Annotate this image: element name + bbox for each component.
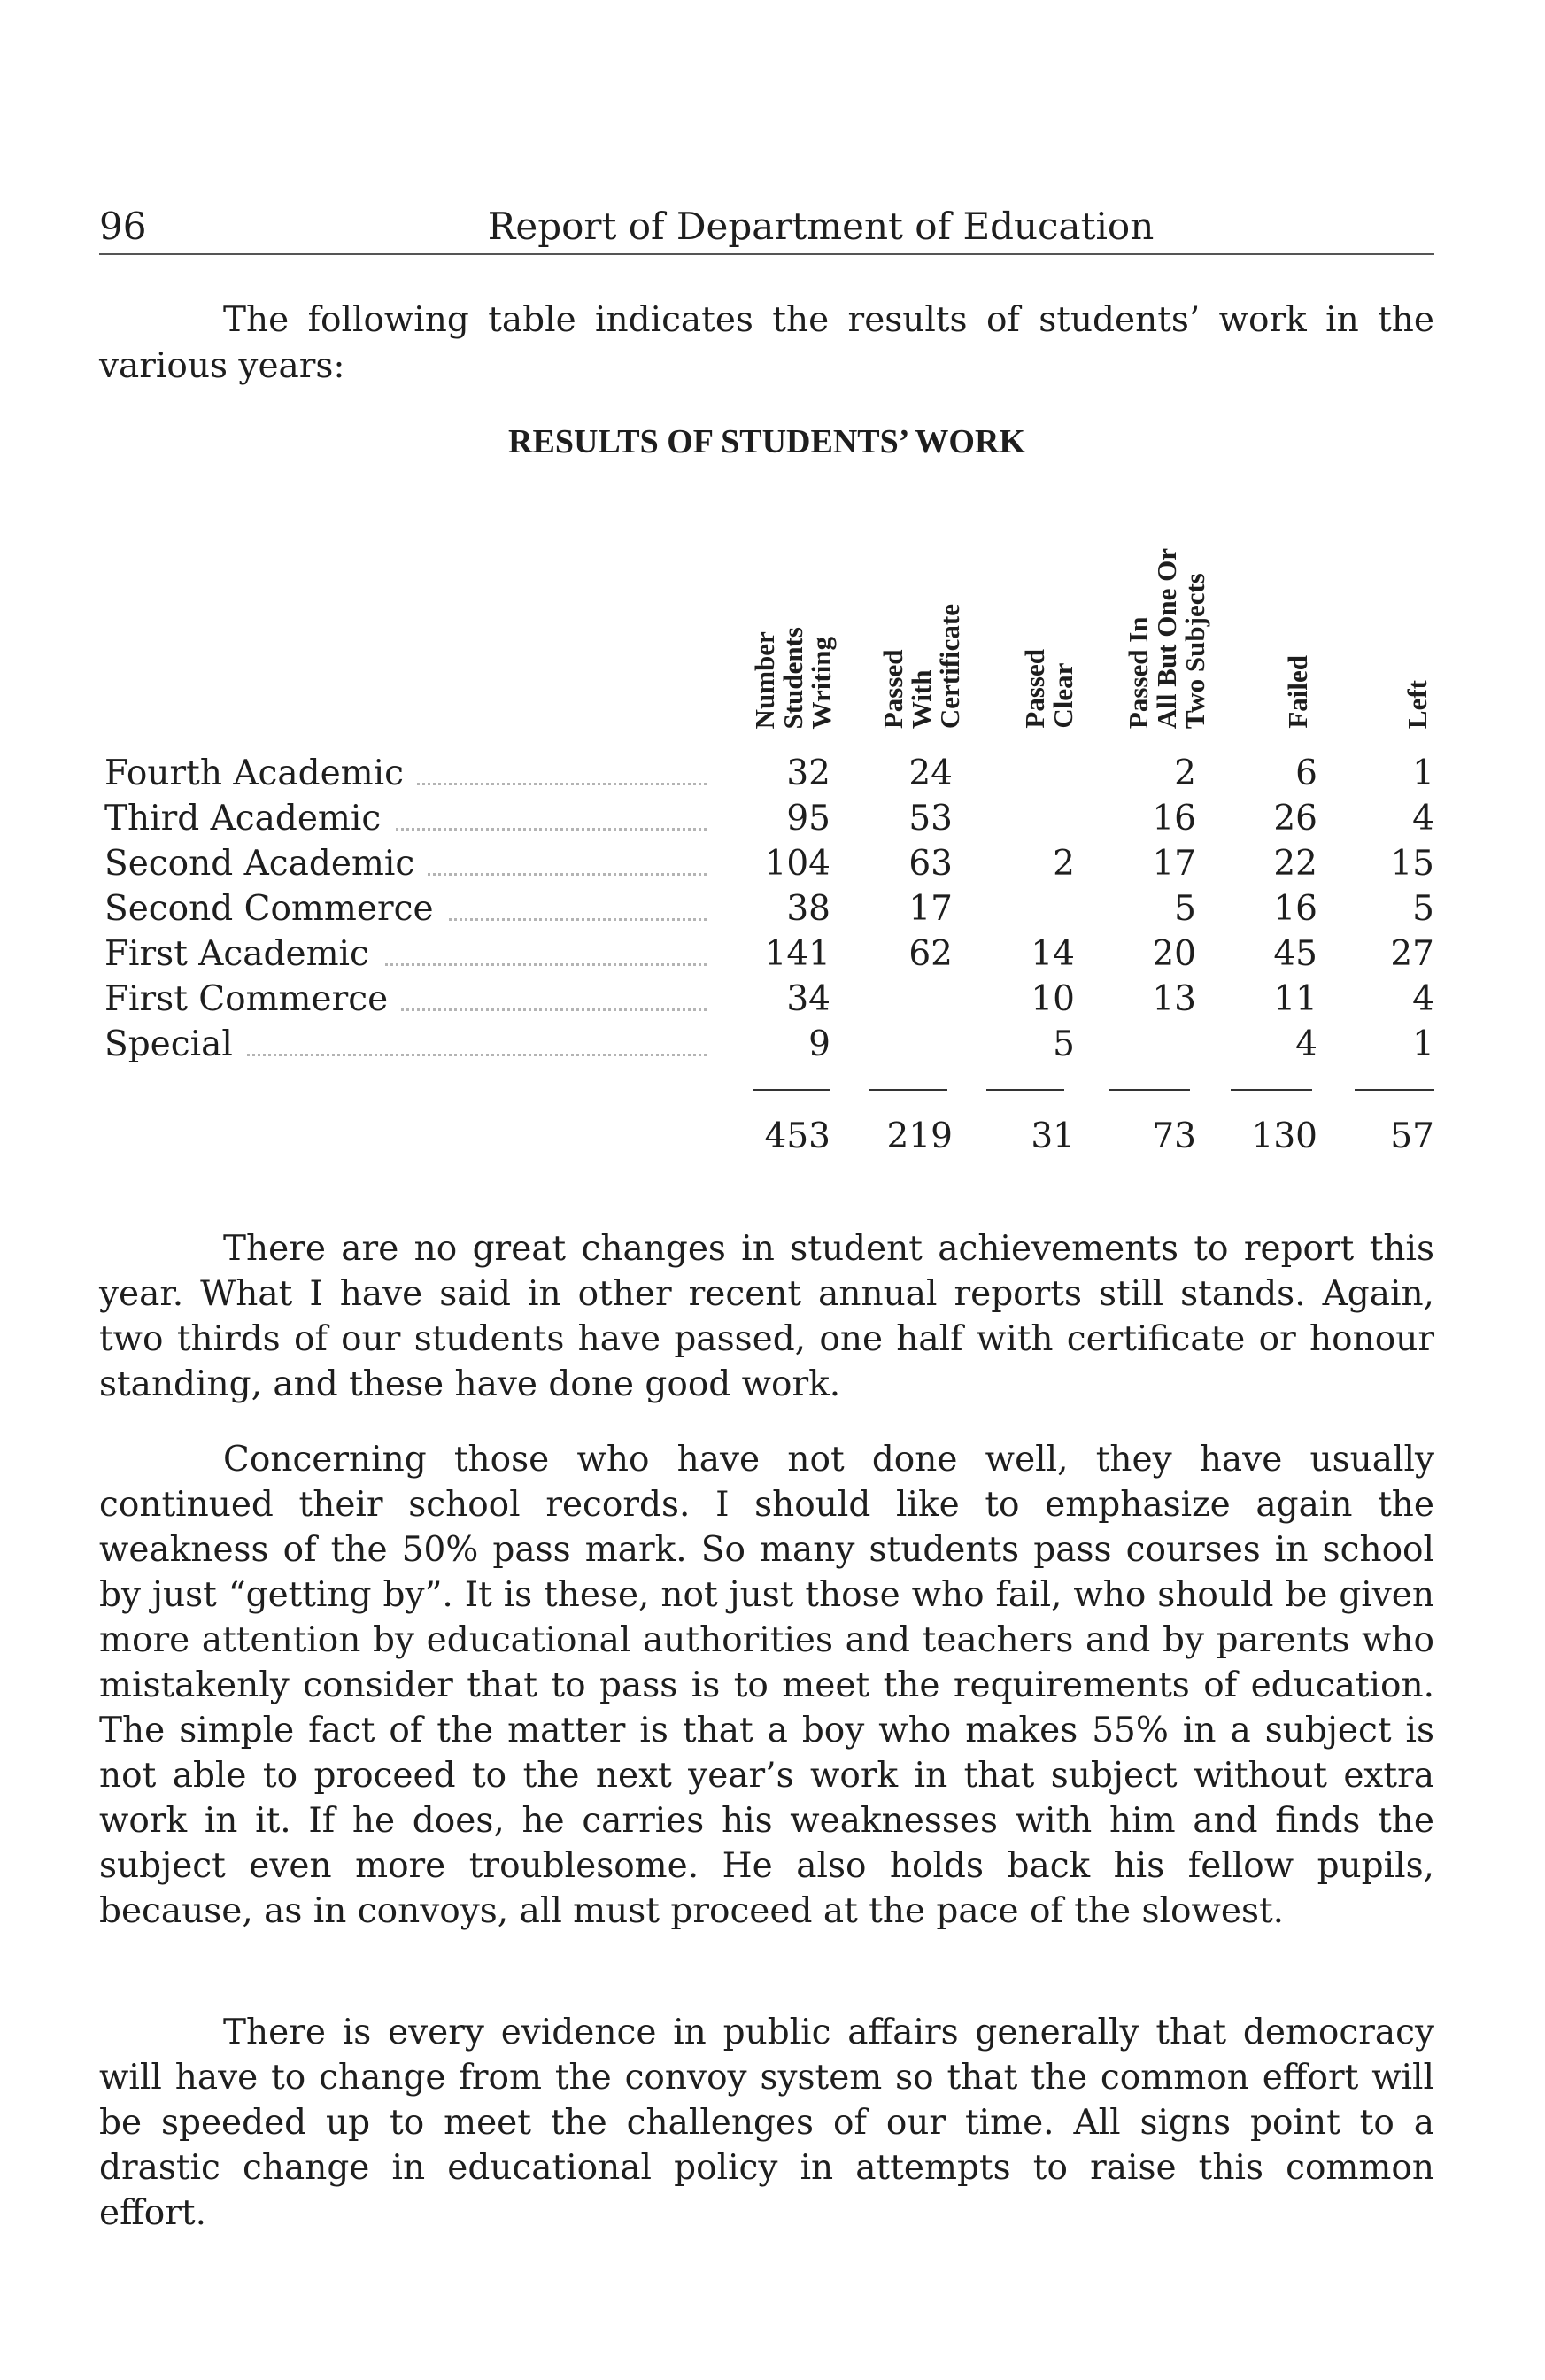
column-header-line: Writing [806, 636, 837, 729]
table-cell: 16 [1273, 889, 1317, 929]
column-header-line: All But One Or [1151, 547, 1182, 729]
total-rule [1231, 1089, 1312, 1091]
column-header-number-writing [751, 627, 836, 729]
table-cell: 11 [1273, 979, 1317, 1019]
body-paragraph: There is every evidence in public affairs generally that democracy will have to change from the convoy system so that the common effort will be speeded up to meet the challenges of our time. All signs point to a drastic change in educational policy in attempts to raise this common effort. [99, 2013, 1434, 2233]
column-header-passed-one-or-two [1124, 548, 1209, 729]
column-header-line: Passed In [1123, 616, 1154, 729]
table-cell: 24 [908, 753, 953, 793]
total-rule [753, 1089, 830, 1091]
table-cell: 95 [786, 799, 830, 838]
table-cell: 27 [1390, 934, 1434, 974]
table-cell: 26 [1273, 799, 1317, 838]
table-cell: 2 [1174, 753, 1196, 793]
column-header-line: Two Subjects [1179, 573, 1210, 729]
column-header-line: Left [1402, 679, 1433, 729]
table-cell: 4 [1412, 979, 1434, 1019]
row-label-text: Second Commerce [104, 889, 446, 929]
total-cell: 453 [764, 1117, 830, 1156]
column-header-passed-certificate [879, 604, 964, 729]
total-rule [1109, 1089, 1190, 1091]
column-header-left [1403, 680, 1432, 729]
table-cell: 14 [1031, 934, 1075, 974]
table-cell: 4 [1412, 799, 1434, 838]
table-cell: 20 [1152, 934, 1196, 974]
table-cell: 22 [1273, 844, 1317, 884]
column-header-line: With [906, 669, 937, 729]
table-row-label [104, 1022, 707, 1068]
total-cell: 73 [1152, 1117, 1196, 1156]
table-cell: 15 [1390, 844, 1434, 884]
table-cell [841, 977, 953, 1023]
table-cell: 5 [1053, 1024, 1075, 1064]
table-cell: 104 [764, 844, 830, 884]
total-rule [986, 1089, 1064, 1091]
table-row-label [104, 977, 707, 1023]
table-row-label [104, 796, 707, 842]
column-header-line: Certificate [934, 603, 965, 729]
total-cell: 57 [1390, 1117, 1434, 1156]
table-cell: 1 [1412, 1024, 1434, 1064]
table-cell: 17 [1152, 844, 1196, 884]
column-header-line: Students [777, 626, 808, 729]
table-row-label [104, 931, 707, 978]
table-cell: 63 [908, 844, 953, 884]
table-cell [965, 751, 1075, 797]
column-header-line: Number [749, 630, 780, 729]
row-label-text: Fourth Academic [104, 753, 416, 793]
table-cell: 34 [786, 979, 830, 1019]
table-cell: 32 [786, 753, 830, 793]
page-number: 96 [99, 205, 147, 248]
table-cell [1089, 1022, 1196, 1068]
table-row-label [104, 886, 707, 932]
row-label-text: First Commerce [104, 979, 400, 1019]
row-label-text: Special [104, 1024, 245, 1064]
row-label-text: Third Academic [104, 799, 393, 838]
table-cell: 45 [1273, 934, 1317, 974]
total-rule [869, 1089, 947, 1091]
table-title: RESULTS OF STUDENTS’ WORK [508, 423, 1025, 460]
column-header-line: Failed [1282, 655, 1313, 729]
table-cell: 5 [1412, 889, 1434, 929]
column-header-line: Clear [1047, 662, 1078, 729]
table-cell: 10 [1031, 979, 1075, 1019]
table-cell: 17 [908, 889, 953, 929]
table-cell: 38 [786, 889, 830, 929]
table-cell [965, 886, 1075, 932]
intro-paragraph: The following table indicates the results of students’ work in the various years: [99, 300, 1434, 386]
total-cell: 219 [886, 1117, 953, 1156]
table-cell: 13 [1152, 979, 1196, 1019]
total-cell: 130 [1251, 1117, 1317, 1156]
table-cell: 62 [908, 934, 953, 974]
column-header-line: Passed [877, 649, 908, 729]
column-header-line: Passed [1019, 649, 1050, 729]
running-header [99, 200, 1434, 255]
body-paragraph: Concerning those who have not done well, they have usually continued their school records. I should like to emphasize again the weakness of the 50% pass mark. So many students pass courses in school by just “getting by”. It is these, not just those who fail, who should be given more attention by educational authorities and teachers and by parents who mistakenly consider that to pass is to meet the requirements of education. The simple fact of the matter is that a boy who makes 55% in a subject is not able to proceed to the next year’s work in that subject without extra work in it. If he does, he carries his weaknesses with him and finds the subject even more troublesome. He also holds back his fellow pupils, because, as in convoys, all must proceed at the pace of the slowest. [99, 1440, 1434, 1931]
table-cell: 6 [1295, 753, 1317, 793]
body-paragraph: There are no great changes in student achievements to report this year. What I have said in other recent annual reports still stands. Again, two thirds of our students have passed, one half with certificate or honour standing, and these have done good work. [99, 1229, 1434, 1404]
total-cell: 31 [1031, 1117, 1075, 1156]
row-label-text: First Academic [104, 934, 382, 974]
table-cell [841, 1022, 953, 1068]
column-header-failed [1284, 655, 1312, 729]
table-row-label [104, 751, 707, 797]
row-label-text: Second Academic [104, 844, 427, 884]
table-cell: 4 [1295, 1024, 1317, 1064]
table-cell [965, 796, 1075, 842]
total-rule [1355, 1089, 1434, 1091]
table-cell: 9 [808, 1024, 830, 1064]
column-header-passed-clear [1021, 649, 1078, 729]
table-cell: 53 [908, 799, 953, 838]
table-cell: 16 [1152, 799, 1196, 838]
running-title: Report of Department of Education [487, 205, 1155, 248]
table-cell: 5 [1174, 889, 1196, 929]
table-cell: 1 [1412, 753, 1434, 793]
table-cell: 2 [1053, 844, 1075, 884]
table-cell: 141 [764, 934, 830, 974]
table-row-label [104, 841, 707, 887]
